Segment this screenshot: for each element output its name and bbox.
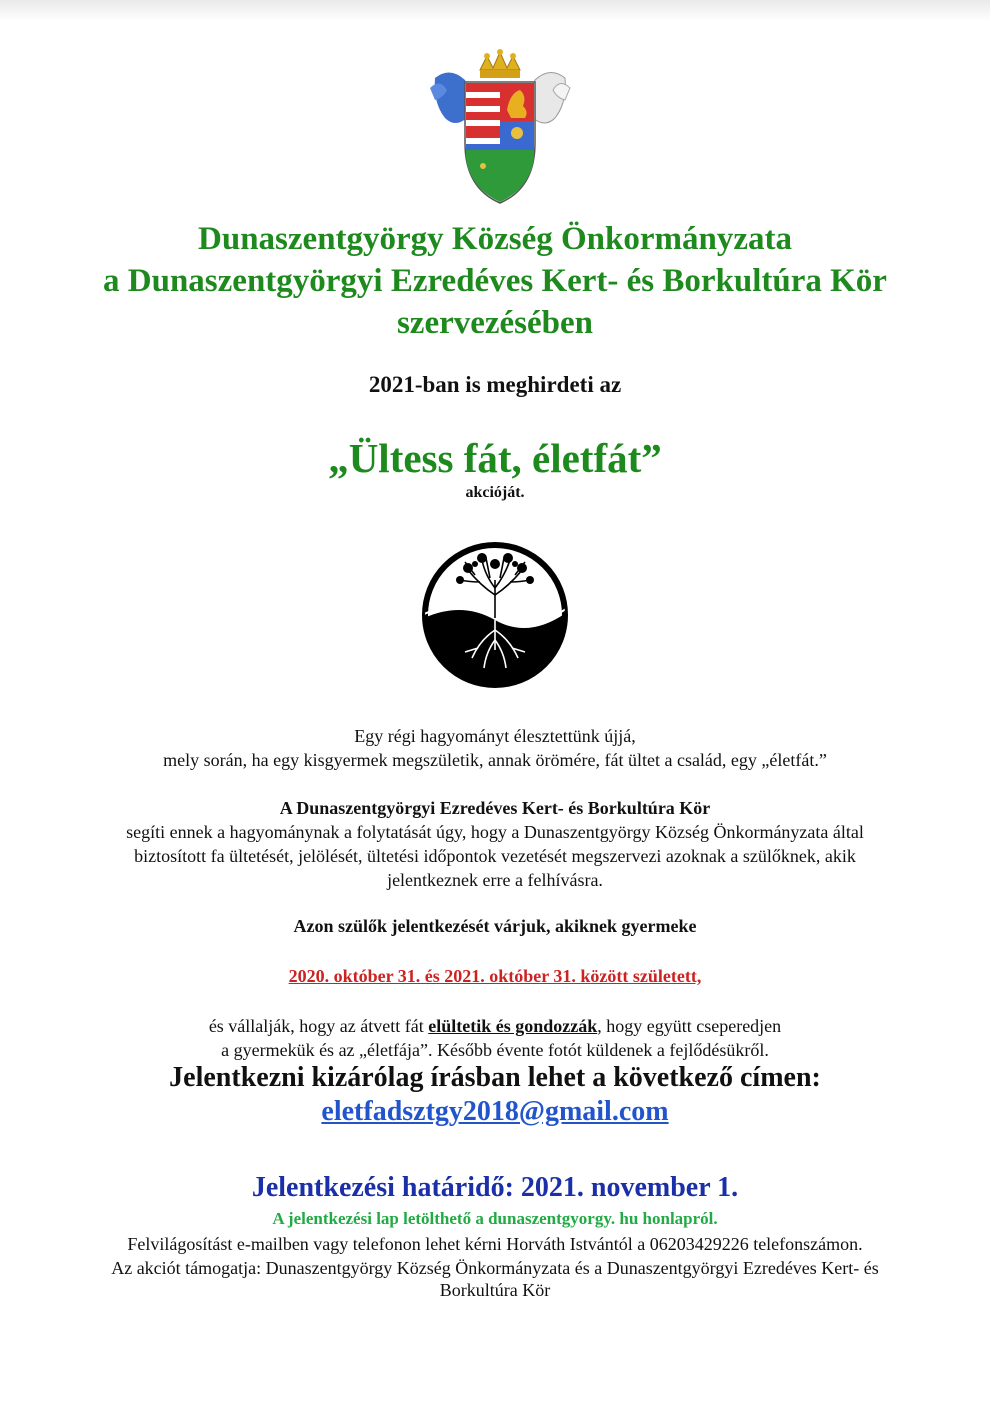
organizer-paragraph <box>0 796 990 892</box>
commitment-line-1 <box>0 1014 990 1038</box>
support-paragraph <box>0 1257 990 1301</box>
commitment-post: , hogy együtt cseperedjen <box>597 1016 782 1036</box>
eligibility-date-wrap <box>0 966 990 987</box>
info-text: Felvilágosítást e-mailben vagy telefonon lehet kérni Horváth Istvántól a 06203429226 telefonszámon. <box>127 1234 863 1254</box>
email-link[interactable]: eletfadsztgy2018@gmail.com <box>321 1096 669 1127</box>
announce-text: 2021-ban is meghirdeti az <box>368 372 622 397</box>
support-line-2: Borkultúra Kör <box>439 1280 551 1300</box>
support-line-1: Az akciót támogatja: Dunaszentgyörgy Község Önkormányzata és a Dunaszentgyörgyi Ezredéves Kert- és <box>111 1258 879 1278</box>
coat-of-arms-icon <box>425 48 575 208</box>
campaign-suffix: akcióját. <box>465 484 525 501</box>
organizer-line-2: biztosított fa ültetését, jelölését, ültetési időpontok vezetését megszervezi azoknak a szülőknek, akik <box>134 846 856 866</box>
heading-line-1: Dunaszentgyörgy Község Önkormányzata <box>198 221 792 257</box>
heading-line-2: a Dunaszentgyörgyi Ezredéves Kert- és Borkultúra Kör <box>103 263 887 299</box>
organizer-heading <box>0 218 990 344</box>
organizer-line-1: segíti ennek a hagyománynak a folytatását úgy, hogy a Dunaszentgyörgy Község Önkormányzata által <box>126 822 864 842</box>
deadline-text: Jelentkezési határidő: 2021. november 1. <box>251 1172 739 1203</box>
download-note: A jelentkezési lap letölthető a dunaszentgyorgy. hu honlapról. <box>272 1209 718 1228</box>
email-wrap <box>0 1096 990 1128</box>
commitment-line-2: a gyermekük és az „életfája”. Később évente fotót küldenek a fejlődésükről. <box>221 1040 769 1060</box>
heading-line-3: szervezésében <box>396 305 594 341</box>
campaign-title: „Ültess fát, életfát” <box>328 435 662 481</box>
organizer-line-3: jelentkeznek erre a felhívásra. <box>387 870 603 890</box>
intro-paragraph <box>0 724 990 772</box>
organizer-name: A Dunaszentgyörgyi Ezredéves Kert- és Borkultúra Kör <box>279 798 711 818</box>
eligibility-heading: Azon szülők jelentkezését várjuk, akiknek gyermeke <box>293 916 697 936</box>
apply-instruction: Jelentkezni kizárólag írásban lehet a következő címen: <box>169 1062 821 1093</box>
intro-line-2: mely során, ha egy kisgyermek megszületik, annak örömére, fát ültet a család, egy „életfát.” <box>163 750 827 770</box>
commitment-emphasis: elültetik és gondozzák <box>428 1016 598 1036</box>
tree-of-life-icon <box>420 540 570 690</box>
eligibility-date-range: 2020. október 31. és 2021. október 31. között született, <box>288 966 702 986</box>
intro-line-1: Egy régi hagyományt élesztettünk újjá, <box>354 726 636 746</box>
commitment-pre: és vállalják, hogy az átvett fát <box>208 1016 429 1036</box>
commitment-paragraph <box>0 1014 990 1062</box>
